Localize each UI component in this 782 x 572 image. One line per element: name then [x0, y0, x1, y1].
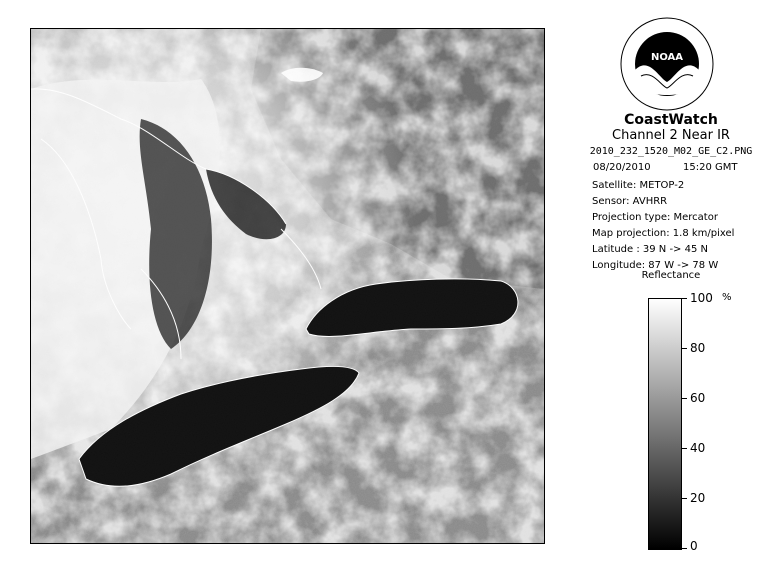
tick-mark: [681, 298, 687, 299]
acquisition-time: 15:20 GMT: [683, 162, 738, 173]
channel-label: Channel 2 Near IR: [612, 128, 730, 143]
map-projection-label: Map projection: 1.8 km/pixel: [592, 228, 735, 239]
legend-title: Reflectance: [641, 270, 701, 281]
brand-title: CoastWatch: [624, 112, 718, 128]
tick-label: 100: [690, 291, 713, 305]
svg-text:NOAA: NOAA: [650, 52, 684, 63]
projection-type-label: Projection type: Mercator: [592, 212, 718, 223]
latitude-label: Latitude : 39 N -> 45 N: [592, 244, 708, 255]
tick-label: 80: [690, 341, 706, 355]
satellite-image: [30, 28, 545, 544]
tick-mark: [681, 348, 687, 349]
tick-mark: [681, 548, 687, 549]
tick-mark: [681, 398, 687, 399]
reflectance-colorbar: [648, 298, 682, 550]
tick-mark: [681, 498, 687, 499]
longitude-label: Longitude: 87 W -> 78 W: [592, 260, 719, 271]
tick-label: 20: [690, 491, 706, 505]
noaa-logo: [619, 16, 715, 112]
legend-unit: %: [722, 292, 732, 303]
sensor-label: Sensor: AVHRR: [592, 196, 668, 207]
tick-label: 0: [690, 539, 698, 553]
tick-label: 60: [690, 391, 706, 405]
map-canvas: [31, 29, 544, 543]
satellite-label: Satellite: METOP-2: [592, 180, 685, 191]
tick-label: 40: [690, 441, 706, 455]
tick-mark: [681, 448, 687, 449]
file-name: 2010_232_1520_M02_GE_C2.PNG: [589, 146, 753, 157]
acquisition-date: 08/20/2010: [593, 162, 651, 173]
